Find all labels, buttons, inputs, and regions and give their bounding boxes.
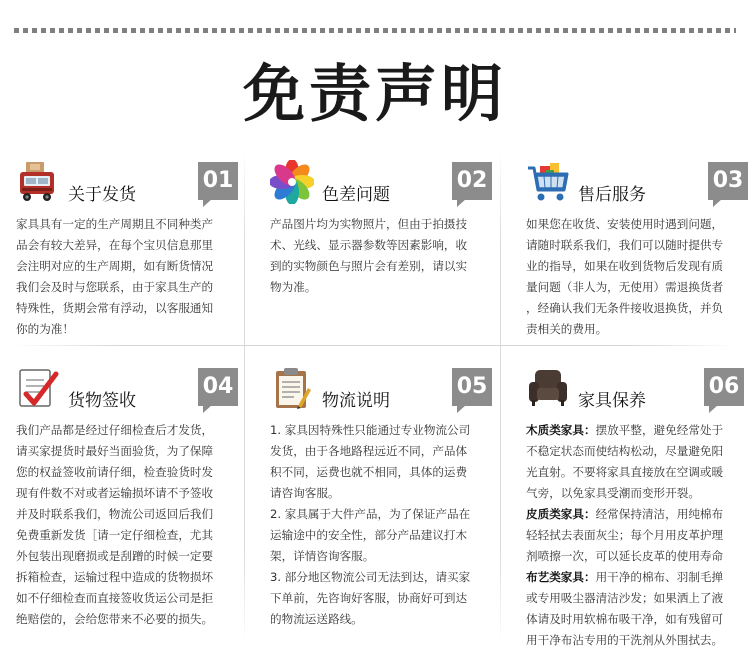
card-receipt — [16, 366, 242, 630]
body-line: 剂喷擦一次，可以延长皮革的使用寿命 — [526, 549, 724, 563]
card-title: 物流说明 — [322, 391, 390, 411]
body-line: 不稳定状态而使结构松动，尽量避免阳 — [526, 444, 724, 458]
body-line: 的物流运送路线。 — [270, 612, 363, 626]
body-line: 业的指导，如果在收到货物后发现有质 — [526, 259, 724, 273]
card-header — [16, 366, 242, 418]
card-after-sales — [526, 160, 750, 340]
body-line: 2. 家具属于大件产品，为了保证产品在 — [270, 507, 471, 521]
page-title: 免责声明 — [242, 57, 507, 130]
body-line: 到的实物颜色与照片会有差别，请以实 — [270, 259, 468, 273]
body-line: 家具具有一定的生产周期且不同种类产 — [16, 217, 214, 231]
card-title: 货物签收 — [68, 391, 136, 411]
card-body — [16, 214, 242, 340]
care-label-fabric: 布艺类家具： — [526, 570, 596, 584]
card-body — [270, 214, 496, 298]
body-line: 绝赔偿的，会给您带来不必要的损失。 — [16, 612, 214, 626]
card-color-difference — [270, 160, 496, 298]
card-number-badge: 04 — [198, 368, 238, 406]
top-dashed-border — [14, 28, 736, 33]
card-body — [16, 420, 242, 630]
body-line: 请随时联系我们，我们可以随时提供专 — [526, 238, 724, 252]
body-line: 我们会及时与您联系，由于家具生产的 — [16, 280, 214, 294]
body-line: 会注明对应的生产周期，如有断货情况 — [16, 259, 214, 273]
card-number-badge: 03 — [708, 162, 748, 200]
body-line: 特殊性，货期会常有浮动，以客服通知 — [16, 301, 214, 315]
body-line: 你的为准！ — [16, 322, 74, 336]
body-line: 下单前，先咨询好客服，协商好可到达 — [270, 591, 468, 605]
card-header — [526, 160, 750, 212]
body-line: 请咨询客服。 — [270, 486, 340, 500]
care-label-wood: 木质类家具： — [526, 423, 596, 437]
card-number-badge: 06 — [704, 368, 744, 406]
clipboard-icon — [270, 366, 314, 410]
body-line — [526, 420, 748, 441]
body-line: 体请及时用软棉布吸干净，如有残留可 — [526, 612, 724, 626]
card-header — [270, 366, 496, 418]
card-title: 色差问题 — [322, 185, 390, 205]
card-body — [526, 214, 750, 340]
card-number-badge: 05 — [452, 368, 492, 406]
body-line: 量问题（非人为，无使用）需退换货者 — [526, 280, 724, 294]
checklist-icon — [16, 366, 60, 410]
row-divider — [14, 345, 736, 346]
shopping-cart-icon — [526, 160, 570, 204]
card-shipping — [16, 160, 242, 340]
column-divider — [244, 148, 245, 648]
body-line: 品会有较大差异，在每个宝贝信息那里 — [16, 238, 214, 252]
body-line: 我们产品都是经过仔细检查后才发货， — [16, 423, 214, 437]
body-line: 拆箱检查，运输过程中造成的货物损坏 — [16, 570, 214, 584]
body-line: 术、光线、显示器参数等因素影响，收 — [270, 238, 468, 252]
body-line: 用干净布沾专用的干洗剂从外围拭去。 — [526, 633, 724, 647]
care-text: 用干净的棉布、羽制毛掸 — [595, 570, 724, 584]
card-furniture-care — [526, 366, 748, 651]
body-line: 如果您在收货、安装使用时遇到问题， — [526, 217, 724, 231]
body-line: 外包装出现磨损或是刮蹭的时候一定要 — [16, 549, 214, 563]
body-line: 并及时联系我们，物流公司返回后我们 — [16, 507, 214, 521]
body-line: 光直射。不要将家具直接放在空调或暖 — [526, 465, 724, 479]
care-text: 经常保持清洁，用纯棉布 — [595, 507, 724, 521]
body-line: 发货，由于各地路程远近不同，产品体 — [270, 444, 468, 458]
body-line: 1. 家具因特殊性只能通过专业物流公司 — [270, 423, 471, 437]
card-title: 售后服务 — [578, 185, 646, 205]
body-line: 运输途中的安全性，部分产品建议打木 — [270, 528, 468, 542]
card-body — [270, 420, 496, 630]
body-line: 或专用吸尘器清洁沙发；如果洒上了液 — [526, 591, 724, 605]
body-line: 积不同，运费也就不相同，具体的运费 — [270, 465, 468, 479]
card-number-badge: 01 — [198, 162, 238, 200]
body-line: 现有件数不对或者运输损坏请不予签收 — [16, 486, 214, 500]
body-line: 您的权益签收前请仔细，检查验货时发 — [16, 465, 214, 479]
body-line: 责相关的费用。 — [526, 322, 608, 336]
card-body — [526, 420, 748, 651]
body-line: 气旁，以免家具受潮而变形开裂。 — [526, 486, 700, 500]
body-line: 物为准。 — [270, 280, 317, 294]
armchair-icon — [526, 366, 570, 410]
card-title: 关于发货 — [68, 185, 136, 205]
delivery-truck-icon — [16, 160, 60, 204]
card-logistics — [270, 366, 496, 630]
care-label-leather: 皮质类家具： — [526, 507, 596, 521]
color-palette-icon — [270, 160, 314, 204]
body-line — [526, 567, 748, 588]
column-divider — [500, 148, 501, 648]
body-line: 产品图片均为实物照片，但由于拍摄技 — [270, 217, 468, 231]
body-line: ，经确认我们无条件接收退换货，并负 — [526, 301, 724, 315]
body-line — [526, 504, 748, 525]
card-title: 家具保养 — [578, 391, 646, 411]
card-header — [16, 160, 242, 212]
body-line: 请买家提货时最好当面验货，为了保障 — [16, 444, 214, 458]
care-text: 摆放平整，避免经常处于 — [595, 423, 724, 437]
card-number-badge: 02 — [452, 162, 492, 200]
body-line: 3. 部分地区物流公司无法到达，请买家 — [270, 570, 471, 584]
body-line: 轻轻拭去表面灰尘；每个月用皮革护理 — [526, 528, 724, 542]
card-header — [526, 366, 748, 418]
body-line: 免费重新发货［请一定仔细检查，尤其 — [16, 528, 214, 542]
body-line: 架，详情咨询客服。 — [270, 549, 375, 563]
body-line: 如不仔细检查而直接签收货运公司是拒 — [16, 591, 214, 605]
card-header — [270, 160, 496, 212]
